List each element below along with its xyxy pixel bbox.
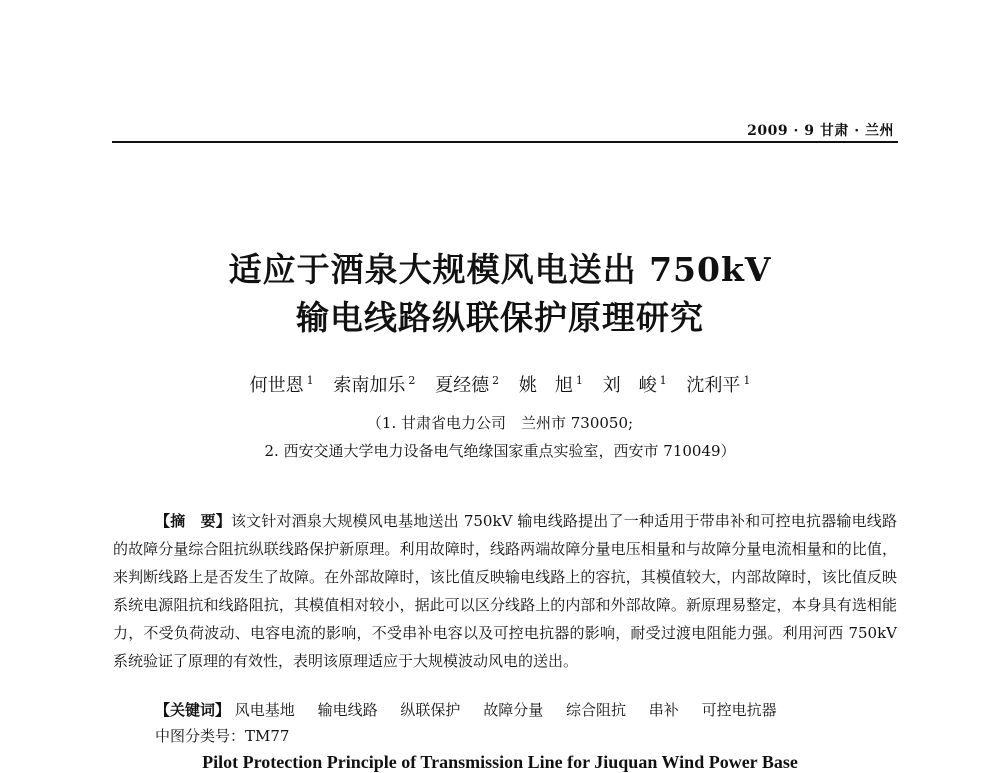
author-affiliation-mark: 1 bbox=[575, 374, 583, 387]
keyword: 可控电抗器 bbox=[701, 701, 777, 719]
author-name: 何世恩 bbox=[249, 375, 304, 396]
keyword: 串补 bbox=[648, 701, 679, 719]
abstract-text: 该文针对酒泉大规模风电基地送出 750kV 输电线路提出了一种适用于带串补和可控电抗器输电线路的故障分量综合阻抗纵联线路保护新原理。利用故障时，线路两端故障分量电压相量和与故障分量电流相量和的比值，来判断线路上是否发生了故障。在外部故障时，该比值反映输电线路上的容抗，其模值较大，内部故障时，该比值反映系统电源阻抗和线路阻抗，其模值相对较小，据此可以区分线路上的内部和外部故障。新原理易整定，本身具有选相能力，不受负荷波动、电容电流的影响，不受串补电容以及可控电抗器的影响，耐受过渡电阻能力强。利用河西 750kV 系统验证了原理的有效性，表明该原理适应于大规模波动风电的送出。 bbox=[113, 512, 897, 670]
paper-title-line-2: 输电线路纵联保护原理研究 bbox=[296, 298, 704, 337]
affiliation-2: 2. 西安交通大学电力设备电气绝缘国家重点实验室，西安市 710049） bbox=[264, 442, 736, 460]
author bbox=[603, 375, 667, 396]
author-affiliation-mark: 1 bbox=[306, 374, 314, 387]
abstract bbox=[113, 507, 897, 675]
author-list bbox=[0, 368, 1000, 399]
author-affiliation-mark: 2 bbox=[492, 374, 500, 387]
author bbox=[333, 375, 415, 396]
keyword: 风电基地 bbox=[234, 701, 295, 719]
keyword: 纵联保护 bbox=[400, 701, 461, 719]
author bbox=[435, 375, 499, 396]
author bbox=[686, 375, 750, 396]
conference-header: 2009 · 9 甘肃 · 兰州 bbox=[747, 123, 894, 139]
author-name: 姚 旭 bbox=[518, 375, 573, 396]
clc-value: TM77 bbox=[245, 727, 290, 745]
keywords-label: 【关键词】 bbox=[155, 701, 231, 719]
author-name: 索南加乐 bbox=[333, 375, 406, 396]
classification-number bbox=[155, 723, 289, 749]
author bbox=[250, 375, 314, 396]
header-rule bbox=[112, 141, 898, 143]
author-affiliation-mark: 2 bbox=[408, 374, 416, 387]
english-title: Pilot Protection Principle of Transmission Line for Jiuquan Wind Power Base bbox=[202, 752, 798, 772]
keyword: 故障分量 bbox=[483, 701, 544, 719]
author-name: 夏经德 bbox=[435, 375, 490, 396]
keyword: 综合阻抗 bbox=[565, 701, 626, 719]
author-name: 沈利平 bbox=[686, 375, 741, 396]
keyword: 输电线路 bbox=[317, 701, 378, 719]
clc-label: 中图分类号： bbox=[155, 727, 246, 745]
author-affiliation-mark: 1 bbox=[659, 374, 667, 387]
paper-title-line-1: 适应于酒泉大规模风电送出 750kV bbox=[228, 250, 772, 289]
author-name: 刘 峻 bbox=[602, 375, 657, 396]
keywords bbox=[155, 697, 897, 723]
author bbox=[519, 375, 583, 396]
abstract-label: 【摘 要】 bbox=[155, 512, 231, 530]
author-affiliation-mark: 1 bbox=[743, 374, 751, 387]
affiliation-1: （1. 甘肃省电力公司 兰州市 730050; bbox=[366, 414, 634, 432]
